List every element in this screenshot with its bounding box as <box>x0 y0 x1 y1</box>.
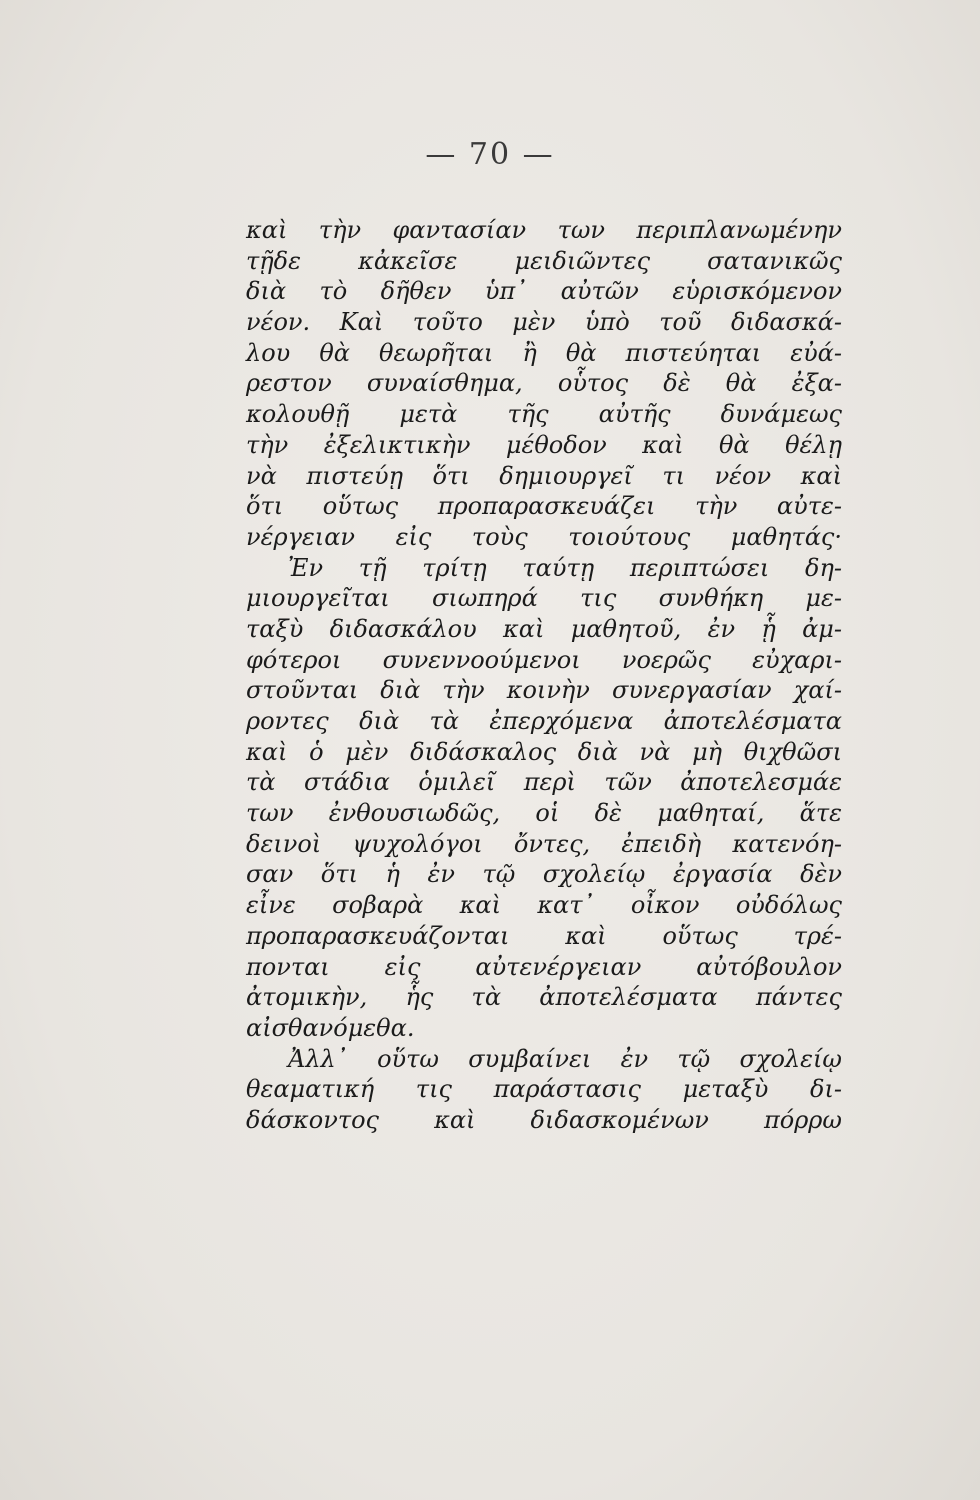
text-line: δάσκοντος καὶ διδασκομένων πόρρω <box>246 1105 842 1134</box>
text-line: ρεστον συναίσθημα, οὗτος δὲ θὰ ἐξα- <box>246 369 842 398</box>
text-line: ταξὺ διδασκάλου καὶ μαθητοῦ, ἐν ᾗ ἀμ- <box>246 614 842 643</box>
text-line: εἶνε σοβαρὰ καὶ κατ᾽ οἶκον οὐδόλως <box>246 891 842 920</box>
text-line: κολουθῇ μετὰ τῆς αὐτῆς δυνάμεως <box>246 400 842 429</box>
text-line: προπαρασκευάζονται καὶ οὕτως τρέ- <box>246 921 842 950</box>
text-line: τῇδε κἀκεῖσε μειδιῶντες σατανικῶς <box>246 246 842 275</box>
text-line: νέργειαν εἰς τοὺς τοιούτους μαθητάς· <box>246 522 842 551</box>
text-line: στοῦνται διὰ τὴν κοινὴν συνεργασίαν χαί- <box>246 676 842 705</box>
text-line: των ἐνθουσιωδῶς, οἱ δὲ μαθηταί, ἅτε <box>246 799 842 828</box>
text-line: διὰ τὸ δῆθεν ὑπ᾽ αὐτῶν εὑρισκόμενον <box>246 277 842 306</box>
text-line: καὶ ὁ μὲν διδάσκαλος διὰ νὰ μὴ θιχθῶσι <box>246 737 842 766</box>
text-line: νέον. Καὶ τοῦτο μὲν ὑπὸ τοῦ διδασκά- <box>246 308 842 337</box>
text-line: τὴν ἐξελικτικὴν μέθοδον καὶ θὰ θέλῃ <box>246 430 842 459</box>
text-line: δεινοὶ ψυχολόγοι ὄντες, ἐπειδὴ κατενόη- <box>246 829 842 858</box>
text-line: θεαματική τις παράστασις μεταξὺ δι- <box>246 1075 842 1104</box>
text-line: νὰ πιστεύῃ ὅτι δημιουργεῖ τι νέον καὶ <box>246 461 842 490</box>
body-text <box>246 215 842 1136</box>
text-line: καὶ τὴν φαντασίαν των περιπλανωμένην <box>246 216 842 244</box>
text-line: σαν ὅτι ἡ ἐν τῷ σχολείῳ ἐργασία δὲν <box>246 860 842 889</box>
text-line: ἀτομικὴν, ἧς τὰ ἀποτελέσματα πάντες <box>246 983 842 1012</box>
text-line: πονται εἰς αὐτενέργειαν αὐτόβουλον <box>246 952 842 981</box>
text-line: ροντες διὰ τὰ ἐπερχόμενα ἀποτελέσματα <box>246 707 842 735</box>
text-line: Ἐν τῇ τρίτῃ ταύτῃ περιπτώσει δη- <box>288 553 842 582</box>
text-line: μιουργεῖται σιωπηρά τις συνθήκη με- <box>246 584 842 613</box>
text-line: τὰ στάδια ὁμιλεῖ περὶ τῶν ἀποτελεσμάε <box>246 768 842 797</box>
page-number: — 70 — <box>425 137 555 172</box>
text-line: φότεροι συνεννοούμενοι νοερῶς εὐχαρι- <box>246 645 842 674</box>
text-line: αἰσθανόμεθα. <box>246 1013 415 1042</box>
text-line: ὅτι οὕτως προπαρασκευάζει τὴν αὐτε- <box>246 492 842 521</box>
text-line: λου θὰ θεωρῆται ἢ θὰ πιστεύηται εὐά- <box>246 338 842 367</box>
text-line: Ἀλλ᾽ οὕτω συμβαίνει ἐν τῷ σχολείῳ <box>288 1044 842 1073</box>
